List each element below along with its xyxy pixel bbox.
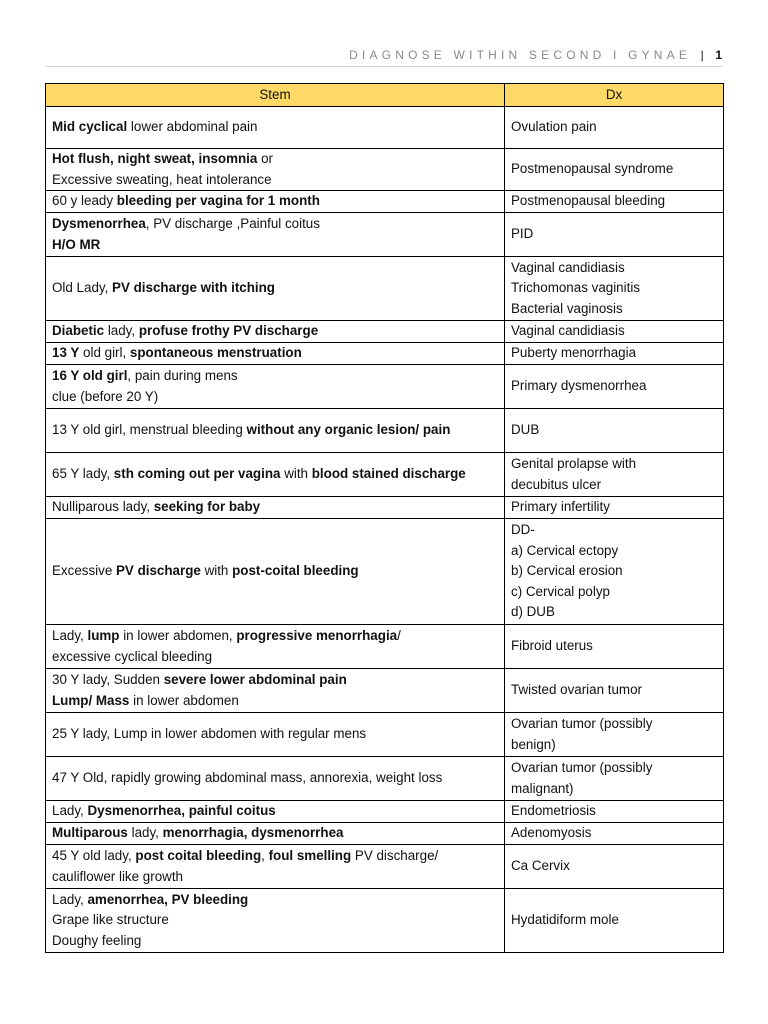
dx-line: Bacterial vaginosis (511, 300, 623, 316)
stem-line (52, 561, 498, 582)
stem-text: , pain during mens (127, 368, 238, 383)
stem-text: lady, (104, 323, 139, 339)
stem-text: Excessive sweating, heat intolerance (52, 171, 272, 187)
stem-line (52, 724, 498, 745)
stem-bold-text: seeking for baby (153, 499, 261, 515)
dx-line: DUB (511, 422, 540, 438)
stem-cell (46, 497, 505, 519)
stem-bold-text: foul smelling (268, 848, 352, 863)
stem-line (52, 278, 498, 299)
stem-bold-text: H/O MR (52, 236, 101, 252)
stem-text: Lady, (52, 628, 88, 643)
stem-line (52, 691, 498, 712)
dx-cell (505, 365, 724, 409)
dx-line: Ovarian tumor (possibly (511, 716, 653, 731)
stem-bold-text: PV discharge (116, 563, 201, 579)
stem-text: , PV discharge ,Painful coitus (145, 216, 320, 231)
stem-bold-text: spontaneous menstruation (129, 345, 302, 361)
dx-line: Adenomyosis (511, 825, 592, 841)
column-header-stem: Stem (46, 84, 505, 107)
stem-text: Excessive (52, 563, 116, 579)
dx-line: Trichomonas vaginitis (511, 280, 640, 296)
stem-cell (46, 257, 505, 321)
stem-cell (46, 713, 505, 757)
table-row (46, 625, 724, 669)
stem-line (52, 366, 498, 387)
stem-bold-text: sth coming out per vagina (113, 466, 281, 482)
stem-line (52, 214, 498, 235)
stem-line (52, 626, 498, 647)
dx-line: benign) (511, 736, 556, 752)
stem-line (52, 768, 498, 789)
header-separator: | (700, 48, 704, 62)
stem-cell (46, 149, 505, 191)
stem-line (52, 420, 498, 441)
dx-line: Vaginal candidiasis (511, 259, 625, 275)
stem-cell (46, 409, 505, 453)
stem-text: / (397, 628, 401, 643)
dx-cell (505, 257, 724, 321)
diagnosis-table (45, 83, 724, 953)
dx-line: Postmenopausal syndrome (511, 161, 674, 177)
dx-cell (505, 519, 724, 625)
stem-cell (46, 625, 505, 669)
table-row (46, 321, 724, 343)
dx-line: Ca Cervix (511, 858, 570, 874)
dx-cell (505, 757, 724, 801)
stem-text: in lower abdomen, (119, 628, 237, 643)
dx-cell (505, 321, 724, 343)
stem-cell (46, 321, 505, 343)
stem-bold-text: 13 Y (52, 345, 80, 361)
dx-line: Hydatidiform mole (511, 912, 619, 928)
dx-line: DD- (511, 522, 535, 538)
stem-cell (46, 845, 505, 889)
page-number: 1 (715, 48, 722, 62)
table-row (46, 409, 724, 453)
table-row (46, 191, 724, 213)
stem-cell (46, 107, 505, 149)
table-row (46, 257, 724, 321)
stem-text: PV discharge/ (351, 848, 439, 863)
dx-cell (505, 823, 724, 845)
dx-line: decubitus ulcer (511, 476, 602, 492)
dx-line: Genital prolapse with (511, 456, 637, 471)
stem-cell (46, 889, 505, 953)
dx-cell (505, 625, 724, 669)
stem-text: lady, (127, 825, 163, 841)
stem-text: with (280, 466, 312, 482)
stem-line (52, 464, 498, 485)
dx-line: Ovarian tumor (possibly (511, 760, 653, 775)
dx-line: Twisted ovarian tumor (511, 682, 642, 698)
dx-cell (505, 409, 724, 453)
table-row (46, 343, 724, 365)
column-header-dx: Dx (505, 84, 724, 107)
table-row (46, 149, 724, 191)
stem-bold-text: PV discharge with itching (112, 280, 275, 296)
stem-bold-text: blood stained discharge (311, 466, 466, 482)
dx-line: d) DUB (511, 604, 555, 620)
dx-cell (505, 497, 724, 519)
stem-text: Lady, (52, 803, 88, 819)
dx-cell (505, 453, 724, 497)
stem-line (52, 670, 498, 691)
stem-bold-text: post coital bleeding (135, 848, 262, 863)
stem-text: cauliflower like growth (52, 868, 183, 884)
stem-bold-text: menorrhagia, dysmenorrhea (162, 825, 344, 841)
stem-text: , (261, 848, 269, 863)
stem-bold-text: lump (87, 628, 120, 643)
stem-text: lower abdominal pain (127, 119, 258, 135)
stem-text: Doughy feeling (52, 932, 142, 948)
dx-cell (505, 669, 724, 713)
stem-line (52, 321, 498, 342)
dx-line: PID (511, 226, 534, 242)
stem-text: 60 y leady (52, 193, 117, 209)
table-row (46, 713, 724, 757)
stem-cell (46, 519, 505, 625)
stem-text: excessive cyclical bleeding (52, 648, 213, 664)
stem-text: 30 Y lady, Sudden (52, 672, 164, 687)
stem-bold-text: without any organic lesion/ pain (246, 422, 451, 438)
stem-line (52, 497, 498, 518)
stem-text: Nulliparous lady, (52, 499, 154, 515)
dx-cell (505, 343, 724, 365)
table-row (46, 107, 724, 149)
stem-bold-text: Dysmenorrhea (52, 216, 146, 231)
dx-line: Vaginal candidiasis (511, 323, 625, 339)
stem-bold-text: Multiparous (52, 825, 128, 841)
table-row (46, 801, 724, 823)
dx-cell (505, 801, 724, 823)
stem-cell (46, 757, 505, 801)
dx-line: b) Cervical erosion (511, 563, 623, 579)
dx-line: Ovulation pain (511, 119, 597, 135)
table-header-row (46, 84, 724, 107)
dx-line: Postmenopausal bleeding (511, 193, 666, 209)
table-row (46, 823, 724, 845)
stem-cell (46, 801, 505, 823)
stem-cell (46, 365, 505, 409)
table-row (46, 757, 724, 801)
dx-line: Fibroid uterus (511, 638, 593, 654)
stem-text: in lower abdomen (129, 692, 239, 708)
stem-line (52, 170, 498, 191)
table-row (46, 453, 724, 497)
table-row (46, 845, 724, 889)
stem-text: 47 Y Old, rapidly growing abdominal mass, annorexia, weight loss (52, 770, 443, 786)
stem-line (52, 910, 498, 931)
stem-text: Lady, (52, 891, 88, 907)
stem-cell (46, 823, 505, 845)
table-row (46, 669, 724, 713)
dx-line: c) Cervical polyp (511, 583, 610, 599)
stem-cell (46, 213, 505, 257)
stem-bold-text: amenorrhea, PV bleeding (87, 891, 249, 907)
stem-line (52, 846, 498, 867)
stem-bold-text: Diabetic (52, 323, 105, 339)
dx-cell (505, 213, 724, 257)
dx-cell (505, 107, 724, 149)
dx-cell (505, 845, 724, 889)
stem-bold-text: 16 Y old girl (52, 368, 128, 383)
stem-line (52, 823, 498, 844)
stem-bold-text: Hot flush, night sweat, insomnia (52, 151, 258, 166)
stem-cell (46, 343, 505, 365)
stem-line (52, 647, 498, 668)
stem-line (52, 387, 498, 408)
stem-line (52, 890, 498, 911)
header-rule (46, 66, 722, 67)
dx-line: Puberty menorrhagia (511, 345, 637, 361)
dx-line: malignant) (511, 780, 574, 796)
table-row (46, 889, 724, 953)
stem-line (52, 191, 498, 212)
table-row (46, 365, 724, 409)
stem-bold-text: Mid cyclical (52, 119, 128, 135)
stem-line (52, 149, 498, 170)
dx-line: Primary infertility (511, 499, 610, 515)
stem-bold-text: profuse frothy PV discharge (138, 323, 319, 339)
dx-line: Primary dysmenorrhea (511, 378, 647, 394)
stem-text: clue (before 20 Y) (52, 388, 159, 404)
header-title: DIAGNOSE WITHIN SECOND I GYNAE (349, 48, 692, 62)
stem-line (52, 867, 498, 888)
table-body (46, 107, 724, 953)
stem-line (52, 343, 498, 364)
stem-text: with (200, 563, 233, 579)
stem-cell (46, 669, 505, 713)
stem-text: 13 Y old girl, menstrual bleeding (52, 422, 247, 438)
dx-cell (505, 889, 724, 953)
dx-line: Endometriosis (511, 803, 596, 819)
stem-bold-text: Lump/ Mass (52, 692, 130, 708)
stem-bold-text: severe lower abdominal pain (163, 672, 347, 687)
stem-line (52, 235, 498, 256)
stem-text: 25 Y lady, Lump in lower abdomen with regular mens (52, 726, 367, 742)
stem-text: 65 Y lady, (52, 466, 114, 482)
stem-cell (46, 453, 505, 497)
page-header (349, 48, 722, 62)
table-row (46, 497, 724, 519)
stem-text: 45 Y old lady, (52, 848, 136, 863)
stem-text: Grape like structure (52, 912, 169, 928)
stem-line (52, 117, 498, 138)
dx-cell (505, 191, 724, 213)
table-row (46, 519, 724, 625)
stem-text: old girl, (79, 345, 130, 361)
stem-bold-text: post-coital bleeding (232, 563, 359, 579)
dx-line: a) Cervical ectopy (511, 542, 619, 558)
stem-text: Old Lady, (52, 280, 113, 296)
stem-bold-text: Dysmenorrhea, painful coitus (87, 803, 276, 819)
stem-text: or (257, 151, 273, 166)
table-row (46, 213, 724, 257)
stem-line (52, 931, 498, 952)
stem-bold-text: progressive menorrhagia (236, 628, 398, 643)
stem-bold-text: bleeding per vagina for 1 month (116, 193, 320, 209)
stem-cell (46, 191, 505, 213)
stem-line (52, 801, 498, 822)
dx-cell (505, 149, 724, 191)
dx-cell (505, 713, 724, 757)
